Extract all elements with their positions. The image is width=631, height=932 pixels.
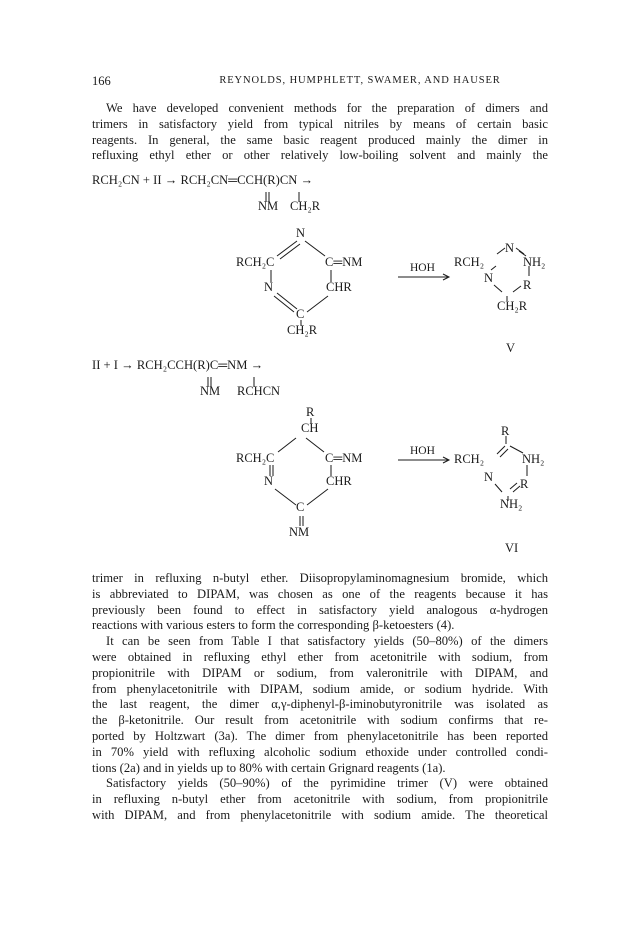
body-line: tions (2a) and in yields up to 80% with certain Grignard reagents (1a). <box>92 760 446 775</box>
body-line: ported by Holtzwart (3a). The dimer from phenylacetonitrile has been reported <box>92 728 548 743</box>
scheme1-ring-left: RCH₂C <box>236 255 275 269</box>
scheme2-ring-left: RCH₂C <box>236 451 275 465</box>
scheme2-ring-right: C═NM <box>325 451 363 465</box>
body-paragraphs <box>92 571 548 824</box>
body-line: from phenylacetonitrile with DIPAM, sodium amide, or sodium hydride. With <box>92 681 548 696</box>
scheme1-prod-n-top: N <box>505 241 515 255</box>
compound-label-vi: VI <box>505 541 519 555</box>
scheme2-ring-n: N <box>264 474 274 488</box>
scheme1-ring-chr: CHR <box>326 280 352 294</box>
scheme2-equation: II + I → RCH₂CCH(R)C═NM → <box>92 358 264 372</box>
intro-line: refluxing ethyl ether or other relatively low-boiling solvent and mainly the <box>92 148 548 163</box>
scheme1-ring-right: C═NM <box>325 255 363 269</box>
scheme2-prod-n: N <box>484 470 494 484</box>
scheme1-prod-nh2: NH₂ <box>523 255 546 269</box>
body-line: trimer in refluxing n-butyl ether. Diisopropylaminomagnesium bromide, which <box>92 571 548 585</box>
body-line: with DIPAM, and from phenylacetonitrile with sodium amide. The theoretical <box>92 807 548 822</box>
scheme2-ring-chr: CHR <box>326 474 352 488</box>
scheme1-prod-n-left: N <box>484 271 494 285</box>
scheme1-reagent: HOH <box>410 262 435 274</box>
intro-line: We have developed convenient methods for the preparation of dimers and <box>106 101 548 115</box>
scheme2-ring-c: C <box>296 500 305 514</box>
scheme1-prod-r: R <box>523 278 532 292</box>
scheme1-ring-bottom: CH₂R <box>287 323 318 337</box>
body-line: in refluxing n-butyl ether from acetonitrile with sodium, from propionitrile <box>92 792 548 807</box>
body-line: is abbreviated to DIPAM, was chosen as one of the reagents because it has <box>92 586 548 601</box>
body-line: the last reagent, the dimer α,γ-diphenyl-β-iminobutyronitrile was isolated as <box>92 697 548 712</box>
scheme2-reagent: HOH <box>410 445 435 457</box>
scheme1-prod-left: RCH₂ <box>454 255 485 269</box>
body-line: the β-ketonitrile. Our result from acetonitrile with sodium confirms that re- <box>92 713 548 728</box>
running-title: REYNOLDS, HUMPHLETT, SWAMER, AND HAUSER <box>219 75 501 86</box>
scheme2-prod-bottom: NH₂ <box>500 497 523 511</box>
scheme2-prod-nh2: NH₂ <box>522 452 545 466</box>
scheme2-prod-left: RCH₂ <box>454 452 485 466</box>
scheme2-prod-r: R <box>520 477 529 491</box>
ring-bond <box>307 296 328 312</box>
body-line: Satisfactory yields (50–90%) of the pyrimidine trimer (V) were obtained <box>106 776 548 791</box>
scheme1-prod-bottom: CH₂R <box>497 299 528 313</box>
scheme1-sub1: NM <box>258 199 279 213</box>
scheme2-sub1: NM <box>200 384 221 398</box>
ring-bond <box>305 241 325 256</box>
scheme1-ring-c: C <box>296 307 305 321</box>
scheme1-equation: RCH₂CN + II → RCH₂CN═CCH(R)CN → <box>92 173 314 187</box>
body-line: were obtained in refluxing ethyl ether from acetonitrile with sodium, from <box>92 649 548 664</box>
intro-line: reagents. In general, the same basic reagent produced mainly the dimer in <box>92 132 548 147</box>
scheme2-ring-ch: CH <box>301 421 319 435</box>
compound-label-v: V <box>506 341 516 355</box>
body-line: reactions with various esters to form the corresponding β-ketoesters (4). <box>92 618 455 633</box>
scheme1-ring-n: N <box>264 280 274 294</box>
scheme2-prod-r-top: R <box>501 424 510 438</box>
scheme2-sub2: RCHCN <box>237 384 281 398</box>
intro-line: trimers in satisfactory yield from typical nitriles by means of certain basic <box>92 116 548 131</box>
scheme2-ring-r: R <box>306 405 315 419</box>
page-number: 166 <box>92 74 111 88</box>
body-line: previously been found to effect in satisfactory yield analogous α-hydrogen <box>92 602 548 617</box>
scheme1-sub2: CH₂R <box>290 199 321 213</box>
scheme1-ring-top: N <box>296 226 306 240</box>
body-line: It can be seen from Table I that satisfactory yields (50–80%) of the dimers <box>106 634 548 649</box>
body-line: in 70% yield with refluxing alcoholic sodium ethoxide under controlled condi- <box>92 744 548 759</box>
body-line: propionitrile with DIPAM or sodium, from valeronitrile with DIPAM, and <box>92 665 548 680</box>
scheme2-ring-nm: NM <box>289 525 310 539</box>
